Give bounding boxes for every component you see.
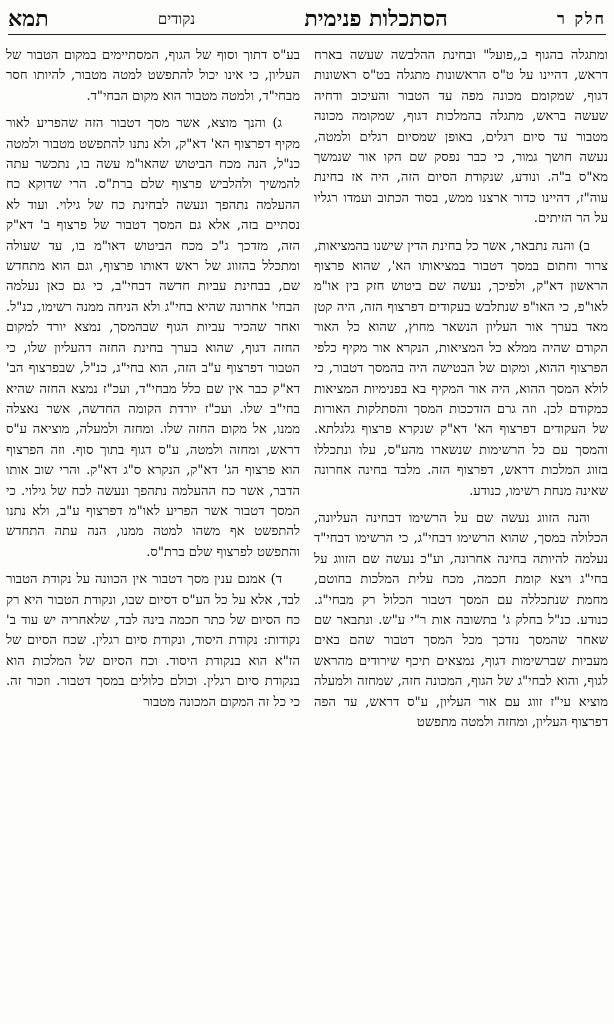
page-header	[8, 4, 606, 35]
paragraph: ג) והנך מוצא, אשר מסך דטבור הזה שהפריע לאור מקיף דפרצוף הא' דא"ק, ולא נתנו להתפשט מטבור ולמטה כנ"ל, הנה מכח הביטוש שהאו"מ עשה בו, נתכשר עתה להמשיך ולהלביש פרצוף שלם ברת"ס. הרי שדוקא כח ההעלמה נתהפך ונעשה לבחינת כח של גילוי. ועוד לא נסתיים בזה, אלא גם המסך דטבור של פרצוף ב' דא"ק הזה, מזדכך ג"כ מכח הביטוש דאו"מ בו, עד שעולה ומתכלל בהזווג של ראש דאותו פרצוף, וגם הוא מתחדש שם, בבחינת עביות חדשה דבחי"ב, כי גם כאן נעלמה הבחי' אחרונה שהיא בחי"ג ולא הניחה ממנה רשימו, כנ"ל. ואחר שהכיר עביות הגוף שבהמסך, נמצא יורד למקום החזה דגוף, שהוא בערך בחינת החזה דהעליון שלו, כי הטבור דפרצוף ע"ב הזה, הוא בחי"ג, כנ"ל, שבפרצוף הב' דא"ק כבר אין שם כלל מבחי"ד, ועכ"ז נמצא החזה שהיא בחי"ב שלו. ועכ"ז יורדת הקומה החדשה, אשר נאצלה ממנו, אל מקום החזה שלו. ומחזה ולמעלה, מוציאה ע"ס דראש, ומחזה ולמטה, ע"ס דגוף בתוך סוף. וזה הפרצוף הוא פרצוף הג' דא"ק, הנקרא ס"ג דא"ק. והרי שוב אותו הדבר, אשר כח ההעלמה נתהפך ונעשה לכח של גילוי. כי המסך דטבור אשר הפריע לאו"מ דפרצוף ע"ב, ולא נתנו להתפשט אף משהו למטה ממנו, הנה עתה התחדש והתפשט לפרצוף שלם ברת"ס.	[6, 116, 300, 560]
left-column	[6, 46, 300, 1014]
paragraph: והנה הזווג נעשה שם על הרשימו דבחינה העליונה, הכלולה במסך, שהוא הרשימו דבחי"ג, כי הרשימו דבחי"ד נעלמה להיותה בחינה אחרונה, וע"כ נעשה שם הזווג על בחי"ג ויצא קומת חכמה, מכח עלית המלכות בחוטם, מחמת שנתכללה עם המסך דטבור הכלול רק מבחי"ג. כנודע. כנ"ל בחלק ג' בתשובה אות ר"י ע"ש. ונתבאר שם שאחר שהמסך נזדכך מכל המסך דטבור שהם באים מעביות שברשימות דגוף, נמצאים תיכף שירודים מהראש לגוף, והוא לבחי"ג של הגוף, המכונה חזה, שמחזה ולמעלה מוציא עי"ז זווג עם אור העליון, ע"ס דראש, עד הפה דפרצוף העליון, ומחזה ולמטה מתפשט	[314, 510, 608, 730]
paragraph: ד) אמנם ענין מסך דטבור אין הכוונה על נקודת הטבור לבד, אלא על כל הע"ס דסיום שבו, ונקודת הטבור היא רק כח הסיום של כתר חכמה בינה לבד, שלאחריה יש עוד ב' נקודות: נקודת היסוד, ונקודת סיום רגלין. שכח הסיום של הז"א הוא בנקודת היסוד. וכח הסיום של המלכות הוא בנקודת סיום רגלין. וכולם כלולים במסך דטבור. וזכור זה. כי כל זה המקום המכונה מטבור	[6, 572, 300, 710]
book-title: הסתכלות פנימית	[304, 6, 448, 32]
part-label: חלק ר	[557, 9, 606, 28]
section-label: נקודים	[157, 9, 196, 28]
paragraph: בע"ס דתוך וסוף של הגוף, המסתיימים במקום הטבור של העליון, כי אינו יכול להתפשט למטה מטבור, להיותו חסר מבחי"ד, ולמטה מטבור הוא מקום הבחי"ד.	[6, 48, 300, 104]
paragraph: ומתגלה בהגוף ב,,פועל" ובחינת ההלבשה שעשה בארח דראש, דהיינו על ט"ס הראשונות מתגלה בט"ס ראשונות דגוף, שמקומם מכונה מפה עד הטבור והעיכוב ודחיה שעשה בראש, מתגלה בהמלכות דגוף, שמקומה מכונה מטבור עד סיום רגלים, באופן שמסיום רגלים ולמטה, נעשה חושך גמור, כי כבר נפסק שם הקו אור שנמשך מא"ס ב"ה. ונודע, שנקודת הסיום הזה, היה אז בחינת עוה"ז, דהיינו כדור ארצנו ממש, בסוד הכתוב ועמדו רגליו על הר הזיתים.	[314, 48, 608, 227]
text-columns	[6, 46, 608, 1014]
right-column	[314, 46, 608, 1014]
paragraph: ב) והנה נתבאר, אשר כל בחינת הדין שישנו בהמציאות, צרור וחתום במסך דטבור במציאותו הא', שהוא פרצוף הראשון דא"ק, ולפיכך, נעשה שם ביטוש חזק בין או"מ לאו"פ, כי האו"פ שנתלבש בעקודים דפרצוף הזה, היה קטן מאד בערך אור העליון הנשאר מחוץ, שהוא כל האור הקודם שהיה ממלא כל המציאות, הנקרא אור מקיף כלפי הפרצוף ההוא, ומקום של הבטישה היה בהמסך דטבור, כי לולא המסך ההוא, היה אור המקיף בא בפנימיות המציאות כמקודם לכן. וזה גרם הזדככות המסך והסתלקות האורות של העקודים דפרצוף הא' דא"ק שנקרא פרצוף גלגלתא. והמסך עם כל הרשימות שנשארו מהע"ס, עלו ונתכללו בזווג המלכות דראש, דפרצוף הזה. מלבד בחינה אחרונה שאינה מנחת רשימו, כנודע.	[314, 238, 608, 499]
page-number: תמא	[8, 6, 49, 32]
